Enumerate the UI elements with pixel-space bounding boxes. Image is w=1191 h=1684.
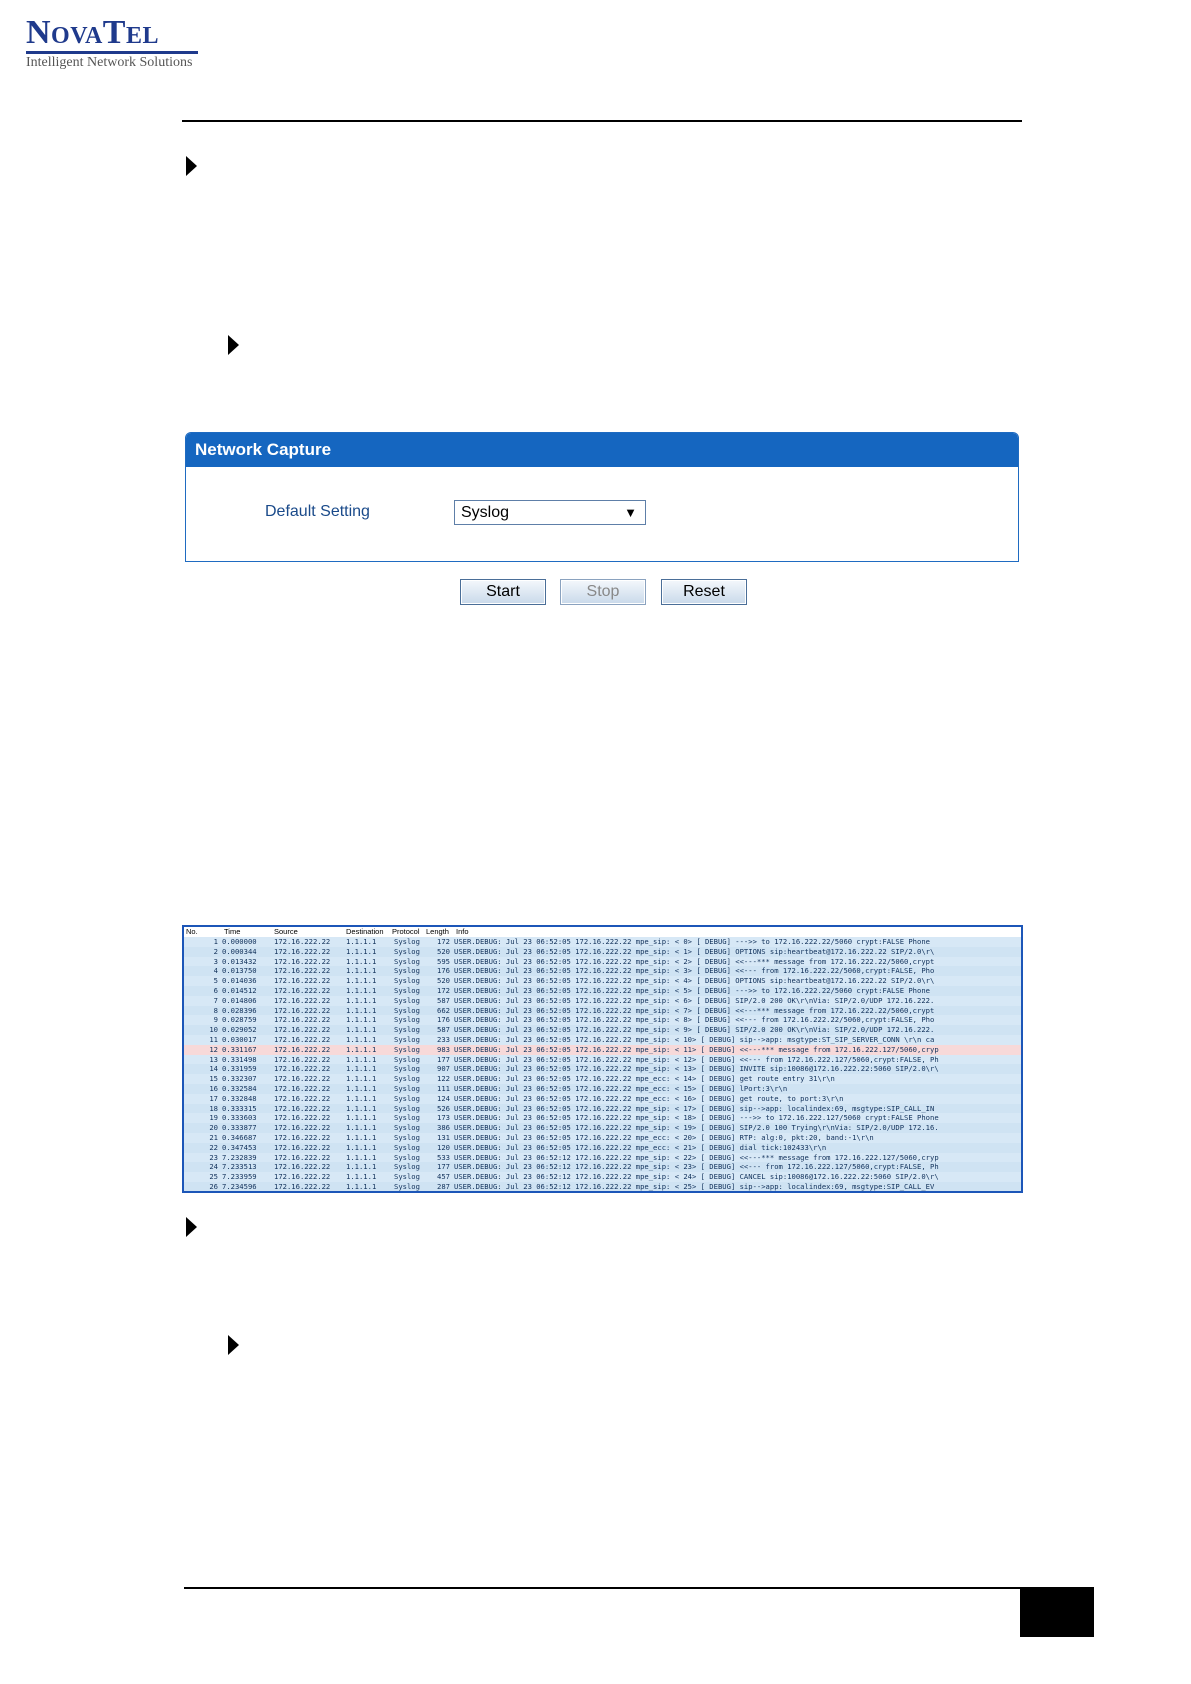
row-length: 177	[437, 1162, 450, 1172]
row-destination: 1.1.1.1	[346, 1005, 377, 1015]
row-time: 0.030017	[222, 1034, 257, 1044]
row-no: 2	[213, 946, 218, 956]
row-source: 172.16.222.22	[274, 966, 331, 976]
row-destination: 1.1.1.1	[346, 1113, 377, 1123]
row-protocol: Syslog	[394, 1025, 420, 1035]
col-length: Length	[426, 927, 449, 936]
row-protocol: Syslog	[394, 937, 420, 946]
row-protocol: Syslog	[394, 1005, 420, 1015]
table-row[interactable]	[184, 1143, 1021, 1153]
row-no: 20	[209, 1123, 218, 1133]
row-no: 1	[213, 937, 218, 946]
row-destination: 1.1.1.1	[346, 1064, 377, 1074]
row-length: 457	[437, 1172, 450, 1182]
row-no: 3	[213, 956, 218, 966]
row-no: 5	[213, 976, 218, 986]
row-info: USER.DEBUG: Jul 23 06:52:05 172.16.222.22 mpe_sip: < 1> [ DEBUG] OPTIONS sip:heartbeat@172.16.222.22 SIP/2.0\r\	[454, 946, 935, 956]
bullet-arrow-icon	[228, 1335, 239, 1355]
row-info: USER.DEBUG: Jul 23 06:52:05 172.16.222.22 mpe_sip: < 19> [ DEBUG] SIP/2.0 100 Trying\r\nVia: SIP/2.0/UDP 172.16.	[454, 1123, 939, 1133]
table-row[interactable]	[184, 1123, 1021, 1133]
row-length: 520	[437, 976, 450, 986]
row-time: 0.013750	[222, 966, 257, 976]
row-destination: 1.1.1.1	[346, 1015, 377, 1025]
row-no: 17	[209, 1093, 218, 1103]
row-destination: 1.1.1.1	[346, 1172, 377, 1182]
table-row[interactable]	[184, 1162, 1021, 1172]
row-protocol: Syslog	[394, 1152, 420, 1162]
row-time: 0.331498	[222, 1054, 257, 1064]
row-source: 172.16.222.22	[274, 1044, 331, 1054]
row-time: 0.013432	[222, 956, 257, 966]
bullet-arrow-icon	[186, 1217, 197, 1237]
row-info: USER.DEBUG: Jul 23 06:52:05 172.16.222.22 mpe_sip: < 10> [ DEBUG] sip-->app: msgtype:ST_SIP_SERVER_CONN \r\n ca	[454, 1034, 935, 1044]
row-destination: 1.1.1.1	[346, 966, 377, 976]
row-source: 172.16.222.22	[274, 1123, 331, 1133]
col-protocol: Protocol	[392, 927, 420, 936]
row-info: USER.DEBUG: Jul 23 06:52:05 172.16.222.22 mpe_sip: < 18> [ DEBUG] --->> to 172.16.222.127/5060 crypt:FALSE Phone	[454, 1113, 939, 1123]
row-protocol: Syslog	[394, 1074, 420, 1084]
footer-rule	[184, 1587, 1022, 1589]
row-length: 520	[437, 946, 450, 956]
row-source: 172.16.222.22	[274, 1142, 331, 1152]
default-setting-select[interactable]	[454, 500, 646, 525]
table-row[interactable]	[184, 1182, 1021, 1192]
row-no: 4	[213, 966, 218, 976]
stop-button[interactable]: Stop	[560, 579, 646, 605]
table-row[interactable]	[184, 1006, 1021, 1016]
col-time: Time	[224, 927, 241, 936]
row-destination: 1.1.1.1	[346, 995, 377, 1005]
row-destination: 1.1.1.1	[346, 1074, 377, 1084]
row-info: USER.DEBUG: Jul 23 06:52:05 172.16.222.22 mpe_sip: < 11> [ DEBUG] <<---*** message from 172.16.222.127/5060,cryp	[454, 1044, 939, 1054]
table-row[interactable]	[184, 1045, 1021, 1055]
row-source: 172.16.222.22	[274, 1025, 331, 1035]
row-info: USER.DEBUG: Jul 23 06:52:05 172.16.222.22 mpe_sip: < 17> [ DEBUG] sip-->app: localindex:69, msgtype:SIP_CALL_IN	[454, 1103, 935, 1113]
row-destination: 1.1.1.1	[346, 1093, 377, 1103]
row-time: 7.233959	[222, 1172, 257, 1182]
row-protocol: Syslog	[394, 1113, 420, 1123]
row-info: USER.DEBUG: Jul 23 06:52:05 172.16.222.22 mpe_ecc: < 16> [ DEBUG] get route, to port:3\r\n	[454, 1093, 844, 1103]
row-destination: 1.1.1.1	[346, 1103, 377, 1113]
row-length: 173	[437, 1113, 450, 1123]
row-info: USER.DEBUG: Jul 23 06:52:05 172.16.222.22 mpe_sip: < 9> [ DEBUG] SIP/2.0 200 OK\r\nVia: SIP/2.0/UDP 172.16.222.	[454, 1025, 935, 1035]
row-time: 0.332307	[222, 1074, 257, 1084]
row-source: 172.16.222.22	[274, 1172, 331, 1182]
row-info: USER.DEBUG: Jul 23 06:52:05 172.16.222.22 mpe_ecc: < 20> [ DEBUG] RTP: alg:0, pkt:20, band:-1\r\n	[454, 1132, 874, 1142]
logo-tagline: Intelligent Network Solutions	[26, 55, 193, 70]
row-length: 595	[437, 956, 450, 966]
row-protocol: Syslog	[394, 1054, 420, 1064]
col-no: No.	[186, 927, 198, 936]
row-protocol: Syslog	[394, 1015, 420, 1025]
row-protocol: Syslog	[394, 1132, 420, 1142]
table-row[interactable]	[184, 966, 1021, 976]
row-protocol: Syslog	[394, 976, 420, 986]
row-time: 0.014806	[222, 995, 257, 1005]
row-source: 172.16.222.22	[274, 946, 331, 956]
row-no: 13	[209, 1054, 218, 1064]
table-row[interactable]	[184, 957, 1021, 967]
table-row[interactable]	[184, 1172, 1021, 1182]
row-protocol: Syslog	[394, 985, 420, 995]
row-protocol: Syslog	[394, 1083, 420, 1093]
row-length: 176	[437, 966, 450, 976]
row-source: 172.16.222.22	[274, 976, 331, 986]
row-no: 11	[209, 1034, 218, 1044]
row-source: 172.16.222.22	[274, 1162, 331, 1172]
row-source: 172.16.222.22	[274, 1113, 331, 1123]
row-no: 23	[209, 1152, 218, 1162]
row-destination: 1.1.1.1	[346, 1132, 377, 1142]
row-source: 172.16.222.22	[274, 1181, 331, 1191]
row-time: 0.333315	[222, 1103, 257, 1113]
row-length: 386	[437, 1123, 450, 1133]
row-info: USER.DEBUG: Jul 23 06:52:05 172.16.222.22 mpe_sip: < 12> [ DEBUG] <<--- from 172.16.222.127/5060,crypt:FALSE, Ph	[454, 1054, 939, 1064]
row-time: 0.333603	[222, 1113, 257, 1123]
network-capture-panel	[185, 432, 1019, 562]
row-info: USER.DEBUG: Jul 23 06:52:05 172.16.222.22 mpe_ecc: < 15> [ DEBUG] lPort:3\r\n	[454, 1083, 788, 1093]
row-info: USER.DEBUG: Jul 23 06:52:05 172.16.222.22 mpe_sip: < 5> [ DEBUG] --->> to 172.16.222.22/5060 crypt:FALSE Phone	[454, 985, 930, 995]
row-length: 122	[437, 1074, 450, 1084]
row-protocol: Syslog	[394, 1044, 420, 1054]
table-row[interactable]	[184, 986, 1021, 996]
select-value: Syslog	[461, 504, 510, 521]
row-info: USER.DEBUG: Jul 23 06:52:12 172.16.222.22 mpe_sip: < 25> [ DEBUG] sip-->app: localindex:69, msgtype:SIP_CALL_EV	[454, 1181, 935, 1191]
row-protocol: Syslog	[394, 1093, 420, 1103]
row-info: USER.DEBUG: Jul 23 06:52:12 172.16.222.22 mpe_sip: < 22> [ DEBUG] <<---*** message from 172.16.222.127/5060,cryp	[454, 1152, 939, 1162]
dropdown-arrow-icon: ▼	[624, 505, 637, 520]
row-destination: 1.1.1.1	[346, 1152, 377, 1162]
row-info: USER.DEBUG: Jul 23 06:52:12 172.16.222.22 mpe_sip: < 23> [ DEBUG] <<--- from 172.16.222.127/5060,crypt:FALSE, Ph	[454, 1162, 939, 1172]
row-info: USER.DEBUG: Jul 23 06:52:05 172.16.222.22 mpe_sip: < 4> [ DEBUG] OPTIONS sip:heartbeat@172.16.222.22 SIP/2.0\r\	[454, 976, 935, 986]
row-length: 287	[437, 1181, 450, 1191]
row-protocol: Syslog	[394, 1172, 420, 1182]
company-logo	[26, 16, 206, 71]
row-time: 0.332848	[222, 1093, 257, 1103]
row-no: 8	[213, 1005, 218, 1015]
table-row[interactable]	[184, 1153, 1021, 1163]
row-time: 0.028759	[222, 1015, 257, 1025]
bullet-arrow-icon	[186, 156, 197, 176]
row-source: 172.16.222.22	[274, 985, 331, 995]
table-row[interactable]	[184, 1113, 1021, 1123]
row-protocol: Syslog	[394, 956, 420, 966]
reset-button[interactable]: Reset	[661, 579, 747, 605]
table-row[interactable]	[184, 1133, 1021, 1143]
row-source: 172.16.222.22	[274, 1103, 331, 1113]
row-time: 0.346687	[222, 1132, 257, 1142]
row-destination: 1.1.1.1	[346, 1142, 377, 1152]
row-info: USER.DEBUG: Jul 23 06:52:05 172.16.222.22 mpe_sip: < 8> [ DEBUG] <<--- from 172.16.222.22/5060,crypt:FALSE, Pho	[454, 1015, 935, 1025]
table-row[interactable]	[184, 1074, 1021, 1084]
table-row[interactable]	[184, 1104, 1021, 1114]
row-protocol: Syslog	[394, 1103, 420, 1113]
table-row[interactable]	[184, 947, 1021, 957]
row-source: 172.16.222.22	[274, 1093, 331, 1103]
row-time: 0.332584	[222, 1083, 257, 1093]
table-row[interactable]	[184, 1055, 1021, 1065]
row-destination: 1.1.1.1	[346, 956, 377, 966]
row-source: 172.16.222.22	[274, 995, 331, 1005]
capture-table-header	[184, 927, 1021, 937]
col-source: Source	[274, 927, 298, 936]
row-destination: 1.1.1.1	[346, 1034, 377, 1044]
row-info: USER.DEBUG: Jul 23 06:52:05 172.16.222.22 mpe_ecc: < 21> [ DEBUG] dial tick:102433\r\n	[454, 1142, 827, 1152]
row-time: 0.014036	[222, 976, 257, 986]
row-source: 172.16.222.22	[274, 1132, 331, 1142]
row-no: 6	[213, 985, 218, 995]
row-destination: 1.1.1.1	[346, 976, 377, 986]
row-length: 587	[437, 995, 450, 1005]
row-source: 172.16.222.22	[274, 1064, 331, 1074]
row-length: 907	[437, 1064, 450, 1074]
row-length: 662	[437, 1005, 450, 1015]
row-time: 7.234596	[222, 1181, 257, 1191]
row-no: 12	[209, 1044, 218, 1054]
row-info: USER.DEBUG: Jul 23 06:52:12 172.16.222.22 mpe_sip: < 24> [ DEBUG] CANCEL sip:10086@172.16.222.22:5060 SIP/2.0\r\	[454, 1172, 939, 1182]
row-time: 0.347453	[222, 1142, 257, 1152]
row-time: 0.000344	[222, 946, 257, 956]
row-info: USER.DEBUG: Jul 23 06:52:05 172.16.222.22 mpe_sip: < 2> [ DEBUG] <<---*** message from 172.16.222.22/5060,crypt	[454, 956, 935, 966]
row-no: 25	[209, 1172, 218, 1182]
start-button[interactable]: Start	[460, 579, 546, 605]
row-info: USER.DEBUG: Jul 23 06:52:05 172.16.222.22 mpe_sip: < 6> [ DEBUG] SIP/2.0 200 OK\r\nVia: SIP/2.0/UDP 172.16.222.	[454, 995, 935, 1005]
row-destination: 1.1.1.1	[346, 937, 377, 946]
table-row[interactable]	[184, 1084, 1021, 1094]
row-source: 172.16.222.22	[274, 956, 331, 966]
row-protocol: Syslog	[394, 1142, 420, 1152]
panel-title: Network Capture	[186, 433, 1018, 467]
col-info: Info	[456, 927, 469, 936]
header-rule	[182, 120, 1022, 122]
row-time: 0.029052	[222, 1025, 257, 1035]
row-length: 177	[437, 1054, 450, 1064]
row-no: 10	[209, 1025, 218, 1035]
row-no: 16	[209, 1083, 218, 1093]
row-length: 176	[437, 1015, 450, 1025]
table-row[interactable]	[184, 1015, 1021, 1025]
logo-underline	[26, 51, 198, 54]
row-time: 0.000000	[222, 937, 257, 946]
row-length: 131	[437, 1132, 450, 1142]
table-row[interactable]	[184, 1094, 1021, 1104]
row-source: 172.16.222.22	[274, 1074, 331, 1084]
row-length: 111	[437, 1083, 450, 1093]
table-row[interactable]	[184, 1035, 1021, 1045]
row-length: 120	[437, 1142, 450, 1152]
capture-table-body	[184, 937, 1021, 1192]
row-source: 172.16.222.22	[274, 937, 331, 946]
page-number-box	[1020, 1587, 1094, 1637]
row-time: 0.331959	[222, 1064, 257, 1074]
row-destination: 1.1.1.1	[346, 1025, 377, 1035]
row-length: 172	[437, 985, 450, 995]
row-info: USER.DEBUG: Jul 23 06:52:05 172.16.222.22 mpe_sip: < 7> [ DEBUG] <<---*** message from 172.16.222.22/5060,crypt	[454, 1005, 935, 1015]
row-info: USER.DEBUG: Jul 23 06:52:05 172.16.222.22 mpe_sip: < 0> [ DEBUG] --->> to 172.16.222.22/5060 crypt:FALSE Phone	[454, 937, 930, 946]
row-no: 21	[209, 1132, 218, 1142]
row-time: 0.333877	[222, 1123, 257, 1133]
row-no: 18	[209, 1103, 218, 1113]
row-no: 26	[209, 1181, 218, 1191]
row-no: 15	[209, 1074, 218, 1084]
row-no: 14	[209, 1064, 218, 1074]
row-no: 9	[213, 1015, 218, 1025]
row-protocol: Syslog	[394, 966, 420, 976]
row-protocol: Syslog	[394, 1162, 420, 1172]
row-source: 172.16.222.22	[274, 1152, 331, 1162]
row-protocol: Syslog	[394, 1181, 420, 1191]
capture-log-table	[182, 925, 1023, 1193]
row-time: 7.232839	[222, 1152, 257, 1162]
row-no: 24	[209, 1162, 218, 1172]
bullet-arrow-icon	[228, 335, 239, 355]
row-source: 172.16.222.22	[274, 1034, 331, 1044]
table-row[interactable]	[184, 996, 1021, 1006]
row-length: 233	[437, 1034, 450, 1044]
row-time: 0.014512	[222, 985, 257, 995]
row-protocol: Syslog	[394, 946, 420, 956]
row-destination: 1.1.1.1	[346, 1162, 377, 1172]
row-info: USER.DEBUG: Jul 23 06:52:05 172.16.222.22 mpe_sip: < 3> [ DEBUG] <<--- from 172.16.222.22/5060,crypt:FALSE, Pho	[454, 966, 935, 976]
row-protocol: Syslog	[394, 1123, 420, 1133]
row-protocol: Syslog	[394, 1064, 420, 1074]
row-time: 7.233513	[222, 1162, 257, 1172]
row-info: USER.DEBUG: Jul 23 06:52:05 172.16.222.22 mpe_sip: < 13> [ DEBUG] INVITE sip:10086@172.16.222.22:5060 SIP/2.0\r\	[454, 1064, 939, 1074]
table-row[interactable]	[184, 1064, 1021, 1074]
row-source: 172.16.222.22	[274, 1005, 331, 1015]
row-length: 526	[437, 1103, 450, 1113]
row-protocol: Syslog	[394, 995, 420, 1005]
row-destination: 1.1.1.1	[346, 1123, 377, 1133]
row-no: 22	[209, 1142, 218, 1152]
row-protocol: Syslog	[394, 1034, 420, 1044]
row-destination: 1.1.1.1	[346, 985, 377, 995]
table-row[interactable]	[184, 937, 1021, 947]
logo-name: NovaTel	[26, 14, 159, 51]
row-destination: 1.1.1.1	[346, 946, 377, 956]
row-length: 587	[437, 1025, 450, 1035]
row-destination: 1.1.1.1	[346, 1044, 377, 1054]
row-destination: 1.1.1.1	[346, 1083, 377, 1093]
row-source: 172.16.222.22	[274, 1083, 331, 1093]
row-time: 0.331167	[222, 1044, 257, 1054]
col-destination: Destination	[346, 927, 384, 936]
row-source: 172.16.222.22	[274, 1054, 331, 1064]
row-length: 533	[437, 1152, 450, 1162]
default-setting-label: Default Setting	[265, 503, 370, 520]
row-info: USER.DEBUG: Jul 23 06:52:05 172.16.222.22 mpe_ecc: < 14> [ DEBUG] get route entry 31\r\n	[454, 1074, 835, 1084]
row-destination: 1.1.1.1	[346, 1054, 377, 1064]
row-no: 19	[209, 1113, 218, 1123]
table-row[interactable]	[184, 1025, 1021, 1035]
row-destination: 1.1.1.1	[346, 1181, 377, 1191]
row-length: 124	[437, 1093, 450, 1103]
row-length: 983	[437, 1044, 450, 1054]
table-row[interactable]	[184, 976, 1021, 986]
row-no: 7	[213, 995, 218, 1005]
row-length: 172	[437, 937, 450, 946]
row-time: 0.028396	[222, 1005, 257, 1015]
row-source: 172.16.222.22	[274, 1015, 331, 1025]
